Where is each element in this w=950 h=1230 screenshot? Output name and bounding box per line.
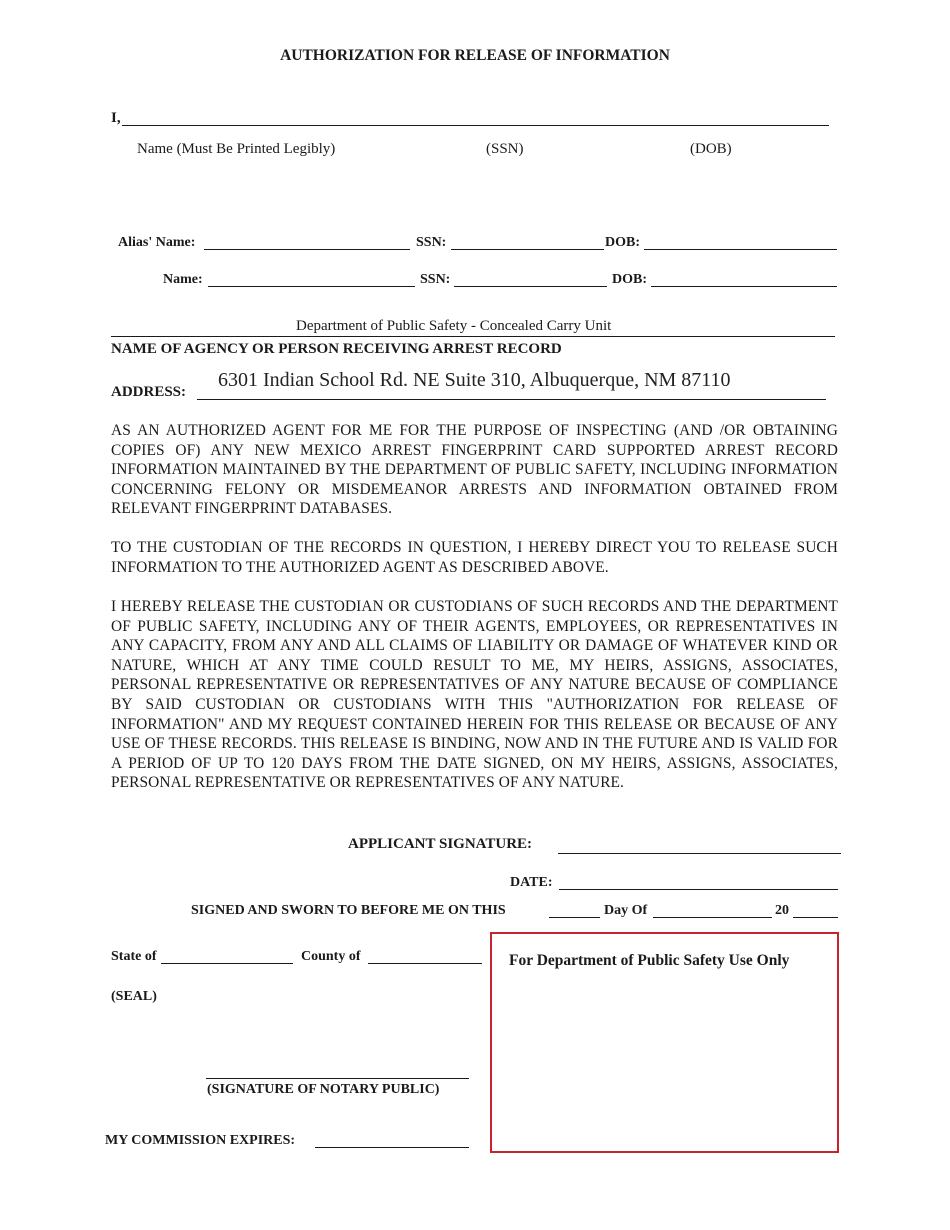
dob-caption: (DOB) xyxy=(690,141,732,157)
notary-signature-field[interactable] xyxy=(206,1065,469,1079)
county-label: County of xyxy=(301,949,361,964)
year-prefix: 20 xyxy=(775,903,789,918)
commission-expires-label: MY COMMISSION EXPIRES: xyxy=(105,1133,296,1148)
applicant-prefix: I, xyxy=(111,110,121,126)
office-use-box xyxy=(490,932,839,1153)
address-label: ADDRESS: xyxy=(111,384,187,400)
authorization-paragraph: AS AN AUTHORIZED AGENT FOR ME FOR THE PURPOSE OF INSPECTING (AND /OR OBTAINING COPIES OF) ANY NEW MEXICO ARREST FINGERPRINT CARD SUPPORTED ARREST RECORD INFORMATION MAINTAINED BY THE DEPARTMENT OF PUBLIC SAFETY, INCLUDING INFORMATION CONCERNING FELONY OR MISDEMEANOR ARRESTS AND INFORMATION OBTAINED FROM RELEVANT FINGERPRINT DATABASES. xyxy=(111,422,838,518)
sworn-month-field[interactable] xyxy=(653,904,772,918)
address-value: 6301 Indian School Rd. NE Suite 310, Albuquerque, NM 87110 xyxy=(218,369,731,391)
date-label: DATE: xyxy=(510,875,553,890)
alias-name-field[interactable] xyxy=(204,236,410,250)
alias-2-dob-field[interactable] xyxy=(651,273,837,287)
alias-dob-field[interactable] xyxy=(644,236,837,250)
applicant-signature-field[interactable] xyxy=(558,838,841,854)
alias-2-name-field[interactable] xyxy=(208,273,415,287)
agency-name-value: Department of Public Safety - Concealed Carry Unit xyxy=(296,318,612,334)
alias-2-dob-label: DOB: xyxy=(612,272,647,287)
alias-name-label: Alias' Name: xyxy=(118,235,196,250)
form-title: AUTHORIZATION FOR RELEASE OF INFORMATION xyxy=(280,47,670,64)
name-caption: Name (Must Be Printed Legibly) xyxy=(137,141,336,157)
state-label: State of xyxy=(111,949,157,964)
applicant-info-field[interactable] xyxy=(122,110,829,126)
alias-ssn-label: SSN: xyxy=(416,235,447,250)
applicant-signature-label: APPLICANT SIGNATURE: xyxy=(348,836,533,852)
alias-2-ssn-label: SSN: xyxy=(420,272,451,287)
seal-label: (SEAL) xyxy=(111,989,157,1004)
day-of-label: Day Of xyxy=(604,903,648,918)
notary-signature-label: (SIGNATURE OF NOTARY PUBLIC) xyxy=(207,1082,440,1097)
release-of-liability-paragraph: I HEREBY RELEASE THE CUSTODIAN OR CUSTODIANS OF SUCH RECORDS AND THE DEPARTMENT OF PUBLIC SAFETY, INCLUDING ANY OF THEIR AGENTS, EMPLOYEES, OR REPRESENTATIVES IN ANY CAPACITY, FROM ANY AND ALL CLAIMS OF LIABILITY OR DAMAGE OF WHATEVER KIND OR NATURE, WHICH AT ANY TIME COULD RESULT TO ME, MY HEIRS, ASSIGNS, ASSOCIATES, PERSONAL REPRESENTATIVE OR REPRESENTATIVES OF ANY NATURE BECAUSE OF COMPLIANCE BY SAID CUSTODIAN OR CUSTODIANS WITH THIS "AUTHORIZATION FOR RELEASE OF INFORMATION" AND MY REQUEST CONTAINED HEREIN FOR THIS RELEASE OR BECAUSE OF ANY USE OF THESE RECORDS. THIS RELEASE IS BINDING, NOW AND IN THE FUTURE AND IS VALID FOR A PERIOD OF UP TO 120 DAYS FROM THE DATE SIGNED, ON MY HEIRS, ASSIGNS, ASSOCIATES, PERSONAL REPRESENTATIVE OR REPRESENTATIVES OF ANY NATURE. xyxy=(111,598,838,792)
alias-dob-label: DOB: xyxy=(605,235,640,250)
alias-2-name-label: Name: xyxy=(163,272,203,287)
commission-expires-field[interactable] xyxy=(315,1134,469,1148)
alias-2-ssn-field[interactable] xyxy=(454,273,607,287)
sworn-label: SIGNED AND SWORN TO BEFORE ME ON THIS xyxy=(191,903,506,918)
alias-ssn-field[interactable] xyxy=(451,236,604,250)
agency-caption: NAME OF AGENCY OR PERSON RECEIVING ARREST RECORD xyxy=(111,341,562,357)
office-use-label: For Department of Public Safety Use Only xyxy=(509,952,790,969)
agency-name-field[interactable] xyxy=(111,323,835,337)
county-field[interactable] xyxy=(368,950,482,964)
sworn-day-field[interactable] xyxy=(549,904,600,918)
ssn-caption: (SSN) xyxy=(486,141,524,157)
sworn-year-field[interactable] xyxy=(793,904,838,918)
date-field[interactable] xyxy=(559,876,838,890)
custodian-direction-paragraph: TO THE CUSTODIAN OF THE RECORDS IN QUESTION, I HEREBY DIRECT YOU TO RELEASE SUCH INFORMATION TO THE AUTHORIZED AGENT AS DESCRIBED ABOVE. xyxy=(111,539,838,576)
state-field[interactable] xyxy=(161,950,293,964)
